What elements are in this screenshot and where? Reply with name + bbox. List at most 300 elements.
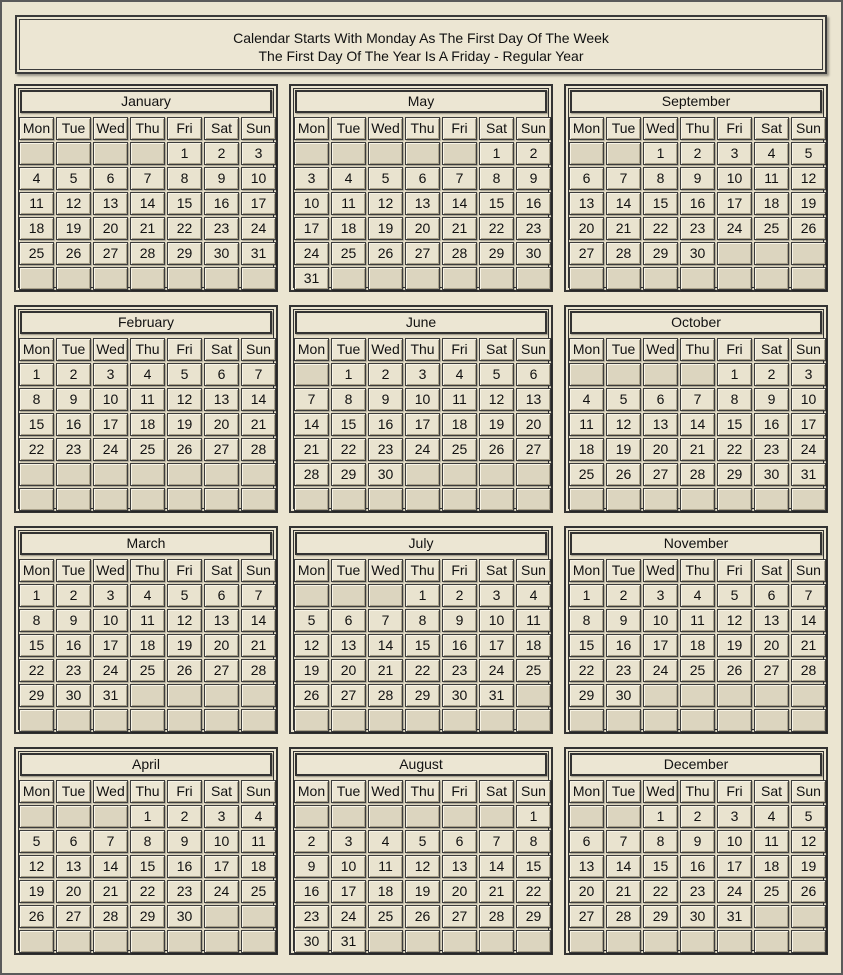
day-cell: 23 — [680, 880, 715, 903]
day-cell: 26 — [167, 659, 202, 682]
day-cell: 9 — [754, 388, 789, 411]
day-cell: 30 — [368, 463, 403, 486]
day-cell: 19 — [167, 413, 202, 436]
day-cell: 1 — [643, 142, 678, 165]
day-cell: 5 — [717, 584, 752, 607]
day-cell: 6 — [56, 830, 91, 853]
empty-cell — [569, 930, 604, 953]
day-cell: 6 — [643, 388, 678, 411]
empty-cell — [442, 709, 477, 732]
day-cell: 31 — [717, 905, 752, 928]
day-cell: 28 — [241, 659, 276, 682]
empty-cell — [294, 805, 329, 828]
day-grid — [18, 116, 277, 291]
empty-cell — [368, 267, 403, 290]
day-cell: 11 — [442, 388, 477, 411]
day-cell: 29 — [569, 684, 604, 707]
day-cell: 6 — [754, 584, 789, 607]
day-cell: 4 — [19, 167, 54, 190]
empty-cell — [680, 930, 715, 953]
day-cell: 3 — [791, 363, 826, 386]
weekday-header: Thu — [680, 559, 715, 582]
day-cell: 12 — [368, 192, 403, 215]
weekday-header: Sun — [241, 780, 276, 803]
empty-cell — [19, 930, 54, 953]
day-cell: 14 — [606, 192, 641, 215]
day-cell: 19 — [606, 438, 641, 461]
day-cell: 9 — [606, 609, 641, 632]
day-cell: 13 — [204, 388, 239, 411]
day-cell: 30 — [606, 684, 641, 707]
day-cell: 14 — [130, 192, 165, 215]
weekday-header: Sun — [516, 117, 551, 140]
day-cell: 23 — [294, 905, 329, 928]
empty-cell — [331, 142, 366, 165]
day-cell: 5 — [56, 167, 91, 190]
day-grid — [568, 779, 827, 954]
empty-cell — [331, 488, 366, 511]
empty-cell — [241, 463, 276, 486]
empty-cell — [130, 709, 165, 732]
day-cell: 22 — [643, 217, 678, 240]
day-cell: 11 — [516, 609, 551, 632]
weekday-header: Tue — [56, 117, 91, 140]
day-cell: 17 — [294, 217, 329, 240]
weekday-header: Fri — [167, 117, 202, 140]
empty-cell — [643, 684, 678, 707]
day-cell: 5 — [479, 363, 514, 386]
day-cell: 30 — [442, 684, 477, 707]
weekday-header: Fri — [442, 117, 477, 140]
day-cell: 10 — [294, 192, 329, 215]
day-cell: 29 — [167, 242, 202, 265]
month-title: July — [295, 532, 547, 555]
day-cell: 11 — [19, 192, 54, 215]
day-cell: 20 — [754, 634, 789, 657]
day-cell: 14 — [294, 413, 329, 436]
weekday-header: Fri — [442, 338, 477, 361]
header-line-2: The First Day Of The Year Is A Friday - Regular Year — [258, 48, 584, 64]
day-cell: 25 — [754, 880, 789, 903]
day-cell: 30 — [754, 463, 789, 486]
day-cell: 1 — [19, 584, 54, 607]
day-cell: 17 — [93, 413, 128, 436]
empty-cell — [405, 709, 440, 732]
empty-cell — [754, 242, 789, 265]
weekday-header: Fri — [442, 559, 477, 582]
empty-cell — [56, 805, 91, 828]
weekday-header: Wed — [93, 559, 128, 582]
empty-cell — [791, 709, 826, 732]
weekday-header: Mon — [569, 780, 604, 803]
empty-cell — [167, 684, 202, 707]
day-cell: 4 — [368, 830, 403, 853]
weekday-header: Fri — [717, 117, 752, 140]
weekday-header: Thu — [405, 338, 440, 361]
day-cell: 24 — [791, 438, 826, 461]
day-cell: 24 — [717, 217, 752, 240]
day-cell: 21 — [130, 217, 165, 240]
day-cell: 18 — [516, 634, 551, 657]
empty-cell — [569, 488, 604, 511]
day-cell: 19 — [791, 192, 826, 215]
day-cell: 7 — [479, 830, 514, 853]
day-cell: 2 — [680, 142, 715, 165]
empty-cell — [606, 363, 641, 386]
day-cell: 5 — [606, 388, 641, 411]
empty-cell — [606, 142, 641, 165]
weekday-header: Tue — [331, 338, 366, 361]
day-cell: 28 — [241, 438, 276, 461]
empty-cell — [680, 709, 715, 732]
day-cell: 8 — [569, 609, 604, 632]
day-cell: 19 — [56, 217, 91, 240]
day-cell: 12 — [479, 388, 514, 411]
day-cell: 13 — [643, 413, 678, 436]
weekday-header: Mon — [294, 559, 329, 582]
empty-cell — [791, 905, 826, 928]
empty-cell — [754, 684, 789, 707]
day-cell: 30 — [680, 905, 715, 928]
empty-cell — [19, 267, 54, 290]
day-cell: 7 — [130, 167, 165, 190]
day-cell: 14 — [241, 388, 276, 411]
empty-cell — [93, 488, 128, 511]
day-cell: 22 — [516, 880, 551, 903]
day-cell: 22 — [479, 217, 514, 240]
day-cell: 22 — [405, 659, 440, 682]
day-grid — [18, 558, 277, 733]
empty-cell — [606, 805, 641, 828]
day-cell: 22 — [19, 659, 54, 682]
empty-cell — [569, 709, 604, 732]
weekday-header: Thu — [130, 117, 165, 140]
day-cell: 13 — [442, 855, 477, 878]
day-cell: 24 — [204, 880, 239, 903]
day-cell: 12 — [791, 167, 826, 190]
empty-cell — [791, 267, 826, 290]
day-cell: 11 — [754, 830, 789, 853]
day-cell: 7 — [680, 388, 715, 411]
empty-cell — [294, 584, 329, 607]
empty-cell — [405, 930, 440, 953]
day-cell: 2 — [368, 363, 403, 386]
empty-cell — [680, 267, 715, 290]
empty-cell — [93, 142, 128, 165]
day-cell: 29 — [717, 463, 752, 486]
month-august — [289, 747, 553, 955]
day-cell: 21 — [241, 634, 276, 657]
day-cell: 18 — [331, 217, 366, 240]
day-cell: 26 — [294, 684, 329, 707]
day-cell: 18 — [241, 855, 276, 878]
day-cell: 16 — [606, 634, 641, 657]
day-cell: 13 — [516, 388, 551, 411]
day-cell: 28 — [606, 242, 641, 265]
month-october — [564, 305, 828, 513]
day-cell: 13 — [56, 855, 91, 878]
weekday-header: Thu — [405, 559, 440, 582]
day-cell: 29 — [331, 463, 366, 486]
day-cell: 2 — [204, 142, 239, 165]
day-cell: 26 — [167, 438, 202, 461]
day-cell: 26 — [19, 905, 54, 928]
day-cell: 23 — [680, 217, 715, 240]
empty-cell — [167, 930, 202, 953]
day-cell: 28 — [294, 463, 329, 486]
day-cell: 8 — [643, 830, 678, 853]
day-cell: 17 — [331, 880, 366, 903]
month-april — [14, 747, 278, 955]
weekday-header: Sat — [754, 117, 789, 140]
weekday-header: Fri — [167, 780, 202, 803]
day-cell: 30 — [204, 242, 239, 265]
day-cell: 14 — [479, 855, 514, 878]
empty-cell — [56, 463, 91, 486]
weekday-header: Wed — [643, 338, 678, 361]
day-cell: 3 — [93, 584, 128, 607]
day-cell: 28 — [479, 905, 514, 928]
day-cell: 30 — [167, 905, 202, 928]
empty-cell — [368, 142, 403, 165]
day-cell: 6 — [405, 167, 440, 190]
day-cell: 20 — [643, 438, 678, 461]
weekday-header: Tue — [56, 559, 91, 582]
day-cell: 8 — [643, 167, 678, 190]
empty-cell — [204, 463, 239, 486]
empty-cell — [569, 363, 604, 386]
day-cell: 12 — [606, 413, 641, 436]
day-cell: 4 — [130, 584, 165, 607]
day-grid — [293, 558, 552, 733]
weekday-header: Sat — [479, 338, 514, 361]
day-cell: 8 — [130, 830, 165, 853]
day-cell: 28 — [791, 659, 826, 682]
day-cell: 17 — [717, 855, 752, 878]
day-cell: 21 — [442, 217, 477, 240]
day-cell: 8 — [331, 388, 366, 411]
weekday-header: Mon — [569, 559, 604, 582]
weekday-header: Thu — [130, 559, 165, 582]
day-cell: 27 — [204, 659, 239, 682]
day-cell: 21 — [294, 438, 329, 461]
day-cell: 12 — [405, 855, 440, 878]
day-cell: 3 — [643, 584, 678, 607]
day-grid — [293, 779, 552, 954]
empty-cell — [167, 463, 202, 486]
day-grid — [568, 337, 827, 512]
empty-cell — [791, 242, 826, 265]
weekday-header: Sun — [791, 117, 826, 140]
day-cell: 21 — [368, 659, 403, 682]
day-cell: 1 — [717, 363, 752, 386]
day-cell: 15 — [331, 413, 366, 436]
weekday-header: Tue — [606, 559, 641, 582]
day-cell: 15 — [717, 413, 752, 436]
day-cell: 18 — [754, 192, 789, 215]
day-cell: 2 — [294, 830, 329, 853]
day-cell: 5 — [167, 584, 202, 607]
day-cell: 8 — [19, 388, 54, 411]
day-cell: 6 — [569, 830, 604, 853]
day-cell: 20 — [405, 217, 440, 240]
day-cell: 25 — [368, 905, 403, 928]
day-cell: 24 — [331, 905, 366, 928]
day-cell: 26 — [405, 905, 440, 928]
day-cell: 23 — [368, 438, 403, 461]
empty-cell — [368, 709, 403, 732]
day-cell: 17 — [204, 855, 239, 878]
day-cell: 15 — [516, 855, 551, 878]
weekday-header: Mon — [19, 117, 54, 140]
day-cell: 29 — [643, 242, 678, 265]
day-cell: 23 — [167, 880, 202, 903]
day-cell: 4 — [680, 584, 715, 607]
empty-cell — [19, 805, 54, 828]
day-cell: 23 — [606, 659, 641, 682]
month-january — [14, 84, 278, 292]
day-cell: 31 — [294, 267, 329, 290]
day-cell: 13 — [569, 855, 604, 878]
day-cell: 5 — [791, 142, 826, 165]
day-cell: 23 — [204, 217, 239, 240]
day-cell: 21 — [791, 634, 826, 657]
day-cell: 25 — [442, 438, 477, 461]
month-title: October — [570, 311, 822, 334]
empty-cell — [130, 930, 165, 953]
day-cell: 15 — [19, 634, 54, 657]
empty-cell — [643, 709, 678, 732]
empty-cell — [294, 488, 329, 511]
month-june — [289, 305, 553, 513]
empty-cell — [606, 488, 641, 511]
day-cell: 12 — [294, 634, 329, 657]
day-cell: 9 — [294, 855, 329, 878]
day-cell: 18 — [19, 217, 54, 240]
day-cell: 25 — [130, 659, 165, 682]
day-cell: 26 — [56, 242, 91, 265]
empty-cell — [717, 930, 752, 953]
day-cell: 10 — [204, 830, 239, 853]
day-cell: 11 — [680, 609, 715, 632]
day-cell: 13 — [405, 192, 440, 215]
day-cell: 15 — [643, 192, 678, 215]
empty-cell — [717, 242, 752, 265]
day-cell: 16 — [204, 192, 239, 215]
weekday-header: Sat — [479, 117, 514, 140]
month-july — [289, 526, 553, 734]
day-cell: 21 — [680, 438, 715, 461]
empty-cell — [294, 363, 329, 386]
empty-cell — [130, 267, 165, 290]
month-title: September — [570, 90, 822, 113]
weekday-header: Tue — [56, 338, 91, 361]
day-cell: 19 — [368, 217, 403, 240]
empty-cell — [204, 684, 239, 707]
month-march — [14, 526, 278, 734]
day-cell: 20 — [516, 413, 551, 436]
empty-cell — [331, 805, 366, 828]
day-cell: 12 — [167, 388, 202, 411]
empty-cell — [717, 684, 752, 707]
day-cell: 11 — [130, 388, 165, 411]
day-cell: 3 — [717, 805, 752, 828]
day-cell: 5 — [791, 805, 826, 828]
day-cell: 15 — [643, 855, 678, 878]
day-grid — [568, 558, 827, 733]
day-cell: 8 — [167, 167, 202, 190]
day-cell: 28 — [368, 684, 403, 707]
day-cell: 6 — [569, 167, 604, 190]
day-cell: 1 — [405, 584, 440, 607]
header-line-1: Calendar Starts With Monday As The First Day Of The Week — [233, 30, 609, 46]
empty-cell — [241, 267, 276, 290]
day-cell: 29 — [19, 684, 54, 707]
day-cell: 23 — [442, 659, 477, 682]
weekday-header: Tue — [56, 780, 91, 803]
day-cell: 21 — [241, 413, 276, 436]
day-cell: 31 — [331, 930, 366, 953]
day-cell: 16 — [294, 880, 329, 903]
empty-cell — [442, 463, 477, 486]
empty-cell — [56, 709, 91, 732]
empty-cell — [479, 805, 514, 828]
day-cell: 16 — [368, 413, 403, 436]
empty-cell — [405, 805, 440, 828]
empty-cell — [479, 930, 514, 953]
day-cell: 2 — [606, 584, 641, 607]
day-cell: 21 — [606, 217, 641, 240]
day-cell: 12 — [19, 855, 54, 878]
weekday-header: Sun — [791, 780, 826, 803]
weekday-header: Sat — [479, 780, 514, 803]
day-cell: 30 — [680, 242, 715, 265]
day-cell: 20 — [204, 413, 239, 436]
empty-cell — [19, 463, 54, 486]
weekday-header: Fri — [167, 338, 202, 361]
weekday-header: Sun — [241, 559, 276, 582]
day-cell: 5 — [167, 363, 202, 386]
day-cell: 10 — [643, 609, 678, 632]
day-cell: 2 — [56, 584, 91, 607]
day-cell: 24 — [643, 659, 678, 682]
empty-cell — [479, 267, 514, 290]
day-cell: 15 — [130, 855, 165, 878]
weekday-header: Sun — [516, 559, 551, 582]
empty-cell — [643, 363, 678, 386]
empty-cell — [294, 142, 329, 165]
day-cell: 9 — [56, 609, 91, 632]
day-cell: 9 — [680, 830, 715, 853]
day-cell: 17 — [405, 413, 440, 436]
day-cell: 1 — [19, 363, 54, 386]
day-cell: 21 — [479, 880, 514, 903]
day-cell: 3 — [294, 167, 329, 190]
day-cell: 26 — [717, 659, 752, 682]
empty-cell — [516, 684, 551, 707]
empty-cell — [717, 709, 752, 732]
day-cell: 20 — [569, 217, 604, 240]
weekday-header: Mon — [294, 338, 329, 361]
weekday-header: Sat — [204, 338, 239, 361]
day-cell: 31 — [791, 463, 826, 486]
day-cell: 9 — [442, 609, 477, 632]
empty-cell — [405, 142, 440, 165]
day-cell: 27 — [405, 242, 440, 265]
empty-cell — [130, 463, 165, 486]
day-cell: 20 — [442, 880, 477, 903]
day-cell: 4 — [241, 805, 276, 828]
